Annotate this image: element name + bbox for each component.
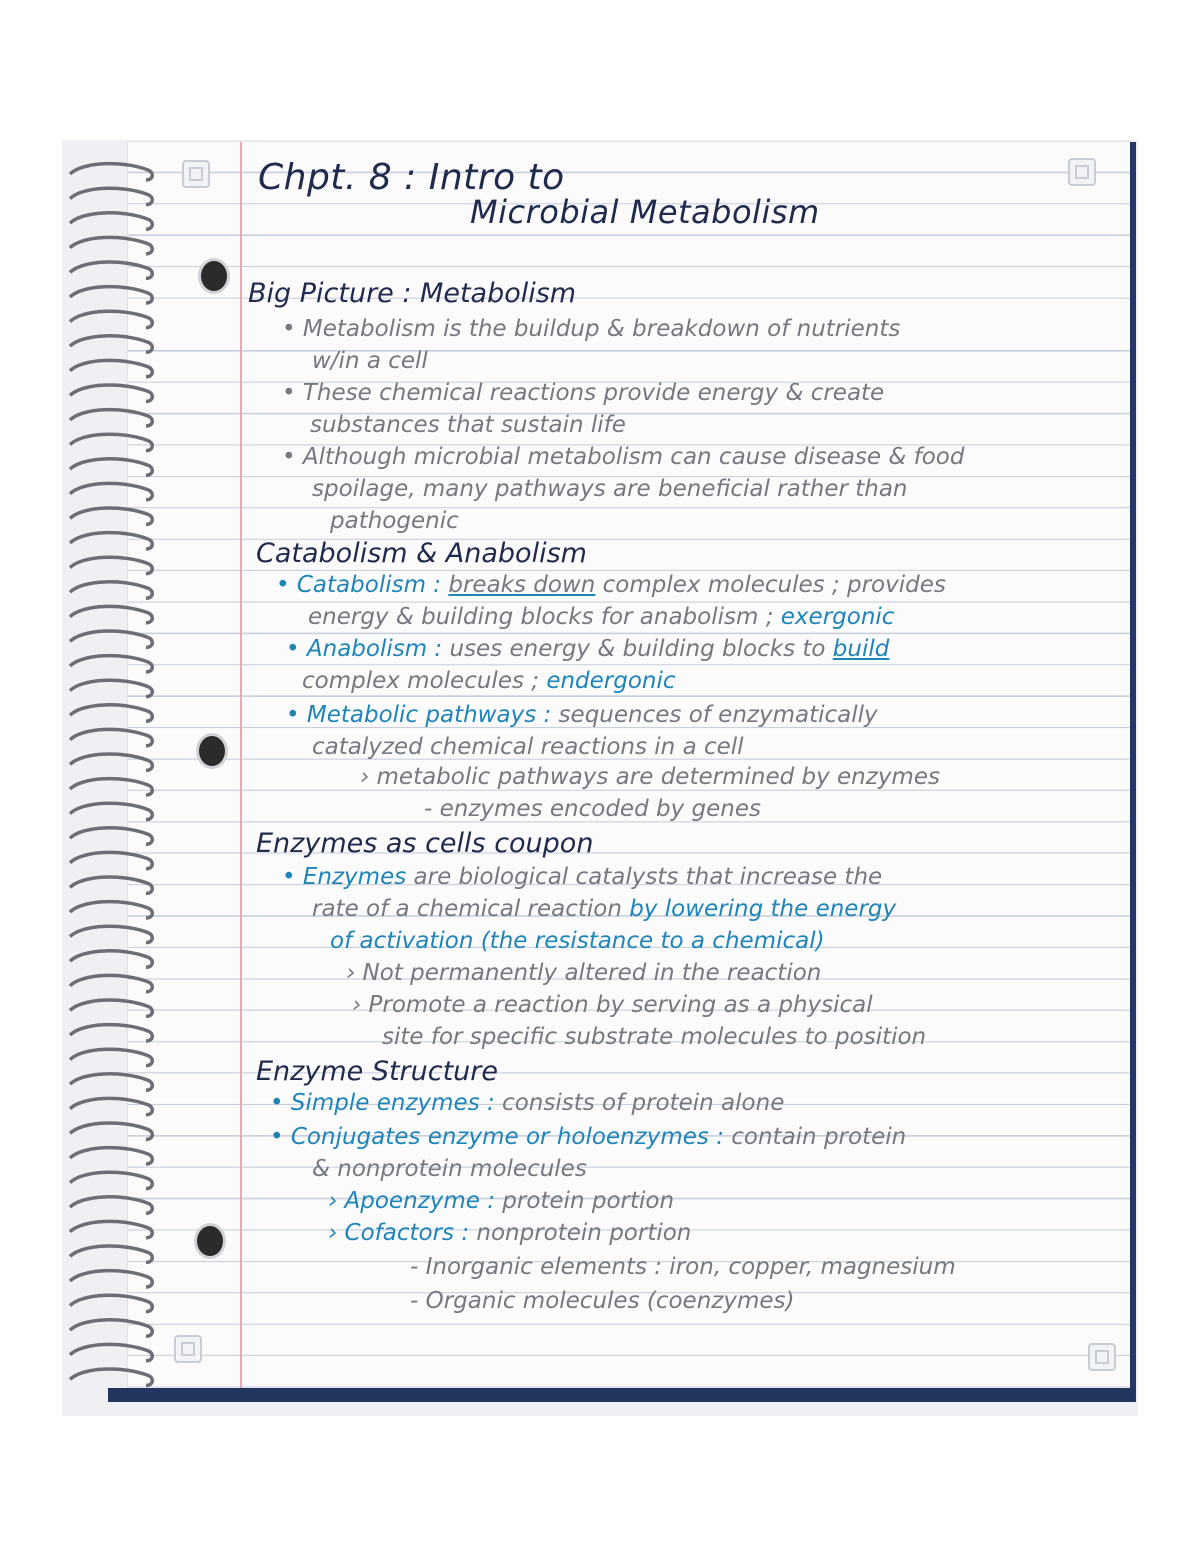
note-line: - Organic molecules (coenzymes) bbox=[410, 1288, 795, 1314]
spiral-coil bbox=[70, 828, 152, 844]
note-line: site for specific substrate molecules to position bbox=[382, 1024, 927, 1050]
spiral-coil bbox=[70, 926, 152, 942]
spiral-coil bbox=[70, 680, 152, 696]
tag: exergonic bbox=[780, 604, 895, 630]
underlined-phrase: build bbox=[832, 636, 890, 662]
note-text: nonprotein portion bbox=[469, 1220, 692, 1246]
punch-hole-middle bbox=[196, 733, 228, 769]
spiral-coil bbox=[70, 188, 152, 204]
note-text: rate of a chemical reaction bbox=[312, 896, 622, 922]
corner-mark-icon bbox=[174, 1335, 202, 1363]
spiral-coil bbox=[70, 336, 152, 352]
term: › Apoenzyme : bbox=[328, 1188, 495, 1214]
spiral-coil bbox=[70, 779, 152, 795]
spiral-coil bbox=[70, 385, 152, 401]
spiral-binding bbox=[62, 150, 172, 1410]
note-text: protein portion bbox=[494, 1188, 675, 1214]
spiral-coil bbox=[70, 1295, 152, 1311]
note-line: substances that sustain life bbox=[310, 412, 626, 438]
note-line bbox=[276, 574, 946, 597]
note-line: - enzymes encoded by genes bbox=[424, 796, 761, 822]
spiral-coil bbox=[70, 410, 152, 426]
spiral-coil bbox=[70, 1246, 152, 1262]
spiral-coil bbox=[70, 311, 152, 327]
spiral-coil bbox=[70, 975, 152, 991]
note-line bbox=[286, 638, 889, 661]
note-line bbox=[270, 1126, 906, 1149]
spiral-coil bbox=[70, 1000, 152, 1016]
corner-mark-icon bbox=[1088, 1343, 1116, 1371]
spiral-coil bbox=[70, 606, 152, 622]
note-line bbox=[270, 1092, 784, 1115]
spiral-coil bbox=[70, 1025, 152, 1041]
note-line: • Although microbial metabolism can cause disease & food bbox=[282, 444, 965, 470]
spiral-coil bbox=[70, 631, 152, 647]
spiral-coil bbox=[70, 533, 152, 549]
note-text: sequences of enzymatically bbox=[551, 702, 878, 728]
note-line bbox=[282, 866, 882, 889]
punch-hole-bottom bbox=[194, 1223, 226, 1259]
note-line bbox=[328, 1190, 674, 1213]
note-line: spoilage, many pathways are beneficial rather than bbox=[312, 476, 908, 502]
spiral-coil bbox=[70, 237, 152, 253]
spiral-coil bbox=[70, 877, 152, 893]
corner-mark-icon bbox=[182, 160, 210, 188]
spiral-coil bbox=[70, 360, 152, 376]
spiral-coil bbox=[70, 1172, 152, 1188]
note-line bbox=[308, 606, 894, 629]
spiral-coil bbox=[70, 1074, 152, 1090]
tag: endergonic bbox=[546, 668, 676, 694]
spiral-coil bbox=[70, 582, 152, 598]
margin-line bbox=[240, 142, 242, 1388]
spiral-coil bbox=[70, 852, 152, 868]
spiral-coil bbox=[70, 729, 152, 745]
note-line bbox=[312, 898, 896, 921]
note-text: complex molecules ; bbox=[302, 668, 540, 694]
spiral-coil bbox=[70, 754, 152, 770]
note-text: uses energy & building blocks to bbox=[442, 636, 826, 662]
section-heading: Big Picture : Metabolism bbox=[248, 278, 577, 309]
spiral-coil bbox=[70, 1197, 152, 1213]
spiral-coil bbox=[70, 1344, 152, 1360]
corner-mark-icon bbox=[1068, 158, 1096, 186]
note-line: › metabolic pathways are determined by enzymes bbox=[360, 764, 940, 790]
spiral-coil bbox=[70, 1098, 152, 1114]
spiral-coil bbox=[70, 902, 152, 918]
note-line: • Metabolism is the buildup & breakdown of nutrients bbox=[282, 316, 901, 342]
spiral-coil bbox=[70, 705, 152, 721]
note-line bbox=[302, 670, 676, 693]
spiral-coil bbox=[70, 1148, 152, 1164]
note-line: › Promote a reaction by serving as a physical bbox=[352, 992, 873, 1018]
spiral-coil bbox=[70, 1369, 152, 1385]
note-text: contain protein bbox=[723, 1124, 907, 1150]
underlined-phrase: breaks down bbox=[448, 572, 596, 598]
spiral-coil bbox=[70, 803, 152, 819]
note-text: are biological catalysts that increase the bbox=[406, 864, 883, 890]
spiral-coil bbox=[70, 557, 152, 573]
page-subtitle: Microbial Metabolism bbox=[470, 193, 820, 231]
spiral-coil bbox=[70, 1221, 152, 1237]
punch-hole-top bbox=[198, 258, 230, 294]
spiral-coil bbox=[70, 1049, 152, 1065]
term: • Catabolism : bbox=[276, 572, 442, 598]
term: • Anabolism : bbox=[286, 636, 443, 662]
note-text: consists of protein alone bbox=[494, 1090, 785, 1116]
spiral-coil bbox=[70, 951, 152, 967]
spiral-coil bbox=[70, 483, 152, 499]
section-heading: Enzymes as cells coupon bbox=[256, 828, 594, 859]
note-line: › Not permanently altered in the reaction bbox=[346, 960, 822, 986]
section-heading: Enzyme Structure bbox=[256, 1056, 499, 1087]
spiral-coil bbox=[70, 1271, 152, 1287]
note-line: catalyzed chemical reactions in a cell bbox=[312, 734, 744, 760]
spiral-coil bbox=[70, 656, 152, 672]
note-line: w/in a cell bbox=[312, 348, 428, 374]
spiral-coil bbox=[70, 1123, 152, 1139]
term: • Enzymes bbox=[282, 864, 407, 890]
term: • Metabolic pathways : bbox=[286, 702, 552, 728]
spiral-coil bbox=[70, 287, 152, 303]
note-line bbox=[286, 704, 878, 727]
spiral-coil bbox=[70, 213, 152, 229]
spiral-coil bbox=[70, 164, 152, 180]
note-line: pathogenic bbox=[330, 508, 459, 534]
section-heading: Catabolism & Anabolism bbox=[256, 538, 587, 569]
spiral-coil bbox=[70, 508, 152, 524]
note-text: energy & building blocks for anabolism ; bbox=[308, 604, 774, 630]
note-line bbox=[328, 1222, 691, 1245]
note-text: complex molecules ; provides bbox=[595, 572, 946, 598]
note-line: & nonprotein molecules bbox=[312, 1156, 587, 1182]
spiral-coil bbox=[70, 434, 152, 450]
spiral-coil bbox=[70, 262, 152, 278]
term: • Conjugates enzyme or holoenzymes : bbox=[270, 1124, 724, 1150]
term: › Cofactors : bbox=[328, 1220, 470, 1246]
note-line: - Inorganic elements : iron, copper, magnesium bbox=[410, 1254, 956, 1280]
note-line: of activation (the resistance to a chemical) bbox=[330, 928, 825, 954]
term: • Simple enzymes : bbox=[270, 1090, 495, 1116]
note-line: • These chemical reactions provide energy & create bbox=[282, 380, 885, 406]
blue-text: by lowering the energy bbox=[621, 896, 897, 922]
page-title: Chpt. 8 : Intro to bbox=[258, 157, 565, 198]
spiral-coil bbox=[70, 1320, 152, 1336]
notebook-cover-bottom bbox=[108, 1388, 1134, 1402]
spiral-coil bbox=[70, 459, 152, 475]
